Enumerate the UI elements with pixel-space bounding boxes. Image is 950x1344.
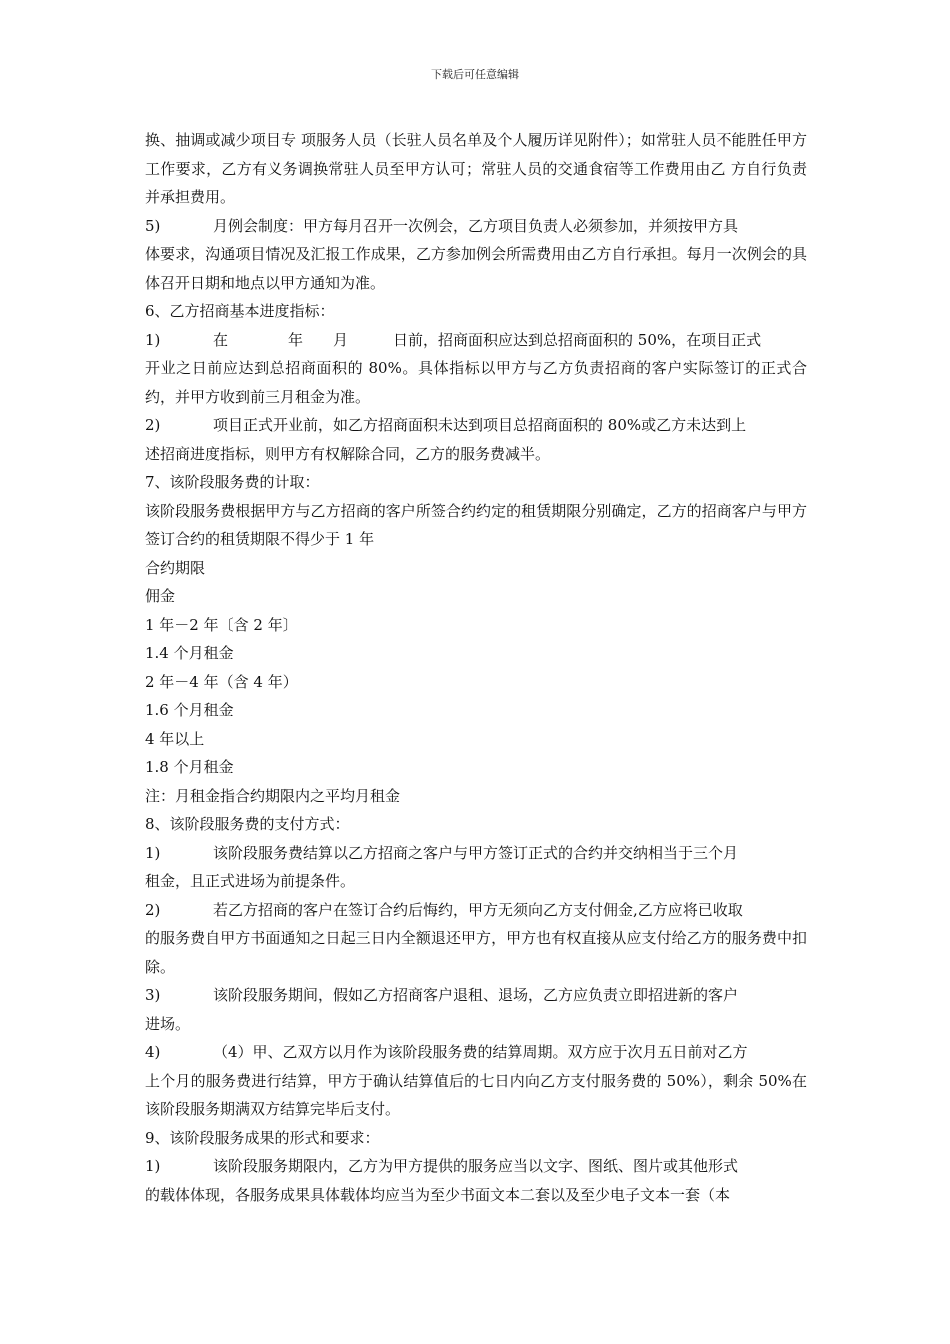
item-number: 5) [145, 216, 161, 235]
item-continuation: 的服务费自甲方书面通知之日起三日内全额退还甲方，甲方也有权直接从应支付给乙方的服务费中扣除。 [145, 929, 807, 976]
item-text: 该阶段服务期限内，乙方为甲方提供的服务应当以文字、图纸、图片或其他形式 [213, 1157, 739, 1175]
page-header: 下载后可任意编辑 [431, 68, 519, 81]
paragraph: 佣金 [145, 587, 176, 605]
numbered-item [145, 212, 807, 241]
numbered-item [145, 896, 807, 925]
numbered-item [145, 326, 807, 355]
paragraph: 合约期限 [145, 558, 206, 577]
numbered-item [145, 1038, 807, 1067]
document-body [145, 126, 807, 1209]
paragraph: 注：月租金指合约期限内之平均月租金 [145, 786, 401, 805]
item-text: （4）甲、乙双方以月作为该阶段服务费的结算周期。双方应于次月五日前对乙方 [213, 1043, 748, 1061]
item-continuation: 的载体体现，各服务成果具体载体均应当为至少书面文本二套以及至少电子文本一套（本 [145, 1185, 731, 1204]
item-continuation: 进场。 [145, 1014, 191, 1033]
item-text: 该阶段服务费结算以乙方招商之客户与甲方签订正式的合约并交纳相当于三个月 [213, 843, 739, 862]
item-text: 该阶段服务期间，假如乙方招商客户退租、退场，乙方应负责立即招进新的客户 [213, 986, 739, 1004]
item-number: 1) [145, 843, 161, 862]
numbered-item [145, 411, 807, 440]
paragraph: 7、该阶段服务费的计取： [145, 473, 320, 491]
paragraph: 6、乙方招商基本进度指标： [145, 302, 335, 320]
item-continuation: 租金，且正式进场为前提条件。 [145, 872, 356, 890]
item-text: 若乙方招商的客户在签订合约后悔约，甲方无须向乙方支付佣金,乙方应将已收取 [213, 900, 743, 919]
item-text: 在 年 月 日前，招商面积应达到总招商面积的 50%，在项目正式 [213, 330, 762, 349]
item-continuation: 上个月的服务费进行结算，甲方于确认结算值后的七日内向乙方支付服务费的 50%），剩余 50%在该阶段服务期满双方结算完毕后支付。 [145, 1071, 807, 1118]
item-number: 1) [145, 330, 161, 349]
paragraph: 9、该阶段服务成果的形式和要求： [145, 1128, 380, 1147]
item-text: 项目正式开业前，如乙方招商面积未达到项目总招商面积的 80%或乙方未达到上 [213, 416, 747, 434]
item-number: 4) [145, 1043, 161, 1061]
paragraph: 8、该阶段服务费的支付方式： [145, 815, 350, 833]
item-continuation: 开业之日前应达到总招商面积的 80%。具体指标以甲方与乙方负责招商的客户实际签订的正式合约，并甲方收到前三月租金为准。 [145, 359, 807, 406]
numbered-item [145, 839, 807, 868]
item-number: 2) [145, 416, 161, 434]
item-continuation: 述招商进度指标，则甲方有权解除合同，乙方的服务费减半。 [145, 444, 551, 463]
paragraph: 1.8 个月租金 [145, 758, 234, 776]
paragraph: 换、抽调或减少项目专 项服务人员（长驻人员名单及个人履历详见附件）；如常驻人员不能胜任甲方工作要求，乙方有义务调换常驻人员至甲方认可；常驻人员的交通食宿等工作费用由乙 方自行负责并承担费用。 [145, 131, 807, 206]
item-text: 月例会制度：甲方每月召开一次例会，乙方项目负责人必须参加，并须按甲方具 [213, 216, 739, 235]
paragraph: 4 年以上 [145, 729, 205, 748]
item-continuation: 体要求，沟通项目情况及汇报工作成果，乙方参加例会所需费用由乙方自行承担。每月一次例会的具体召开日期和地点以甲方通知为准。 [145, 245, 807, 292]
item-number: 1) [145, 1157, 161, 1175]
item-number: 3) [145, 986, 161, 1004]
item-number: 2) [145, 900, 161, 919]
numbered-item [145, 1152, 807, 1181]
paragraph: 2 年－4 年（含 4 年） [145, 672, 298, 691]
paragraph: 该阶段服务费根据甲方与乙方招商的客户所签合约约定的租赁期限分别确定，乙方的招商客户与甲方签订合约的租赁期限不得少于 1 年 [145, 501, 807, 548]
paragraph: 1 年－2 年〔含 2 年〕 [145, 615, 298, 634]
paragraph: 1.6 个月租金 [145, 701, 234, 719]
numbered-item [145, 981, 807, 1010]
paragraph: 1.4 个月租金 [145, 644, 234, 662]
